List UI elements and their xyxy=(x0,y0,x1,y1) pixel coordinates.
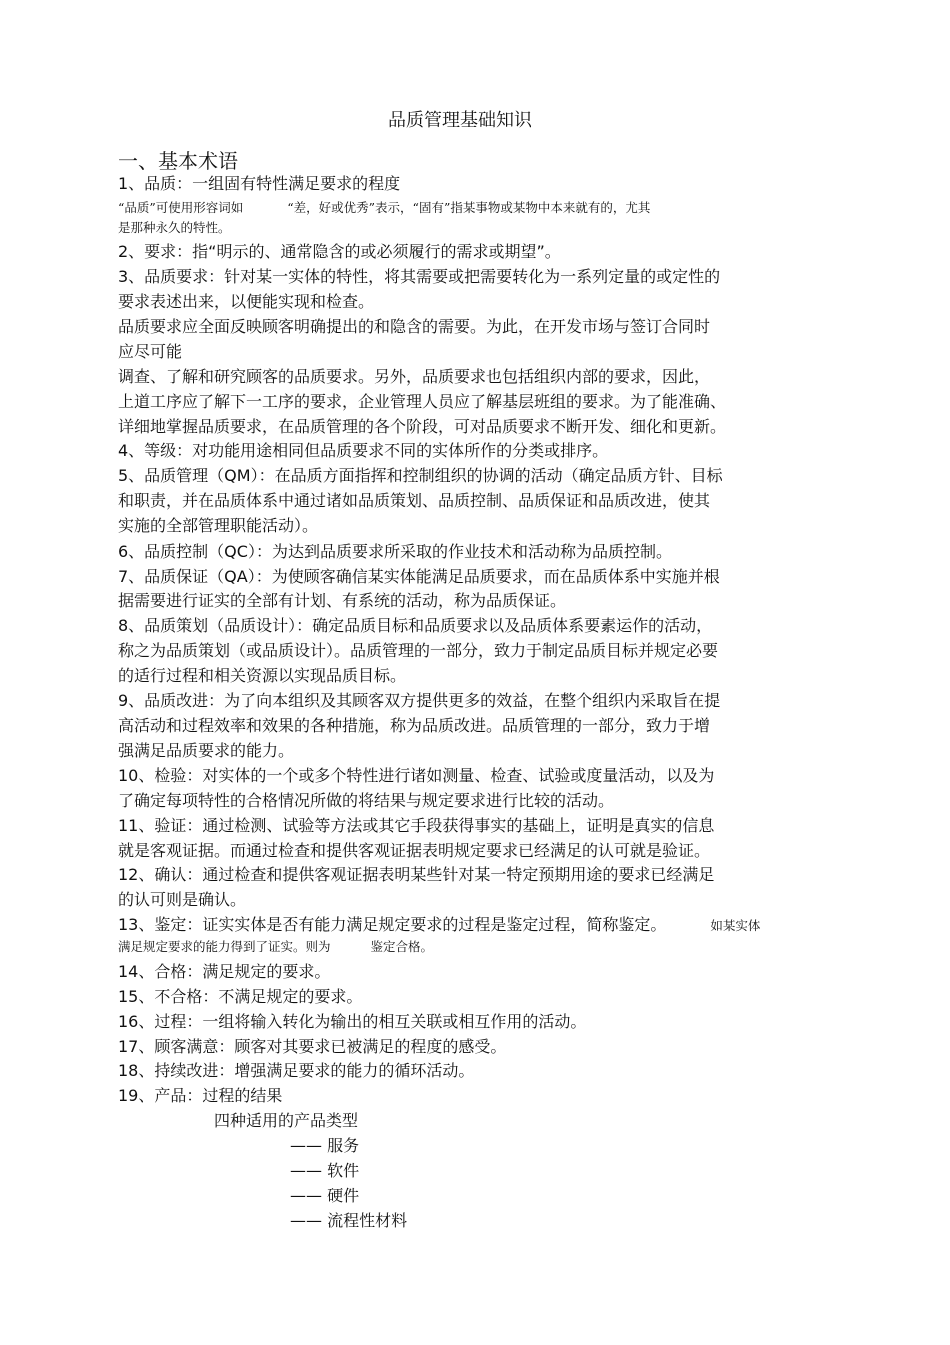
term-5-line-3: 实施的全部管理职能活动）。 xyxy=(118,516,319,535)
term-3-line-1: 3、品质要求：针对某一实体的特性，将其需要或把需要转化为一系列定量的或定性的 xyxy=(118,267,721,286)
term-1-note-part-2: “差，好或优秀”表示，“固有”指某事物或某物中本来就有的，尤其 xyxy=(287,200,651,215)
term-13-tail: 如某实体 xyxy=(710,918,761,933)
product-type-item: —— 服务 xyxy=(290,1136,360,1155)
term-12-line-1: 12、确认：通过检查和提供客观证据表明某些针对某一特定预期用途的要求已经满足 xyxy=(118,865,715,884)
term-13-main: 13、鉴定：证实实体是否有能力满足规定要求的过程是鉴定过程，简称鉴定。 xyxy=(118,915,667,934)
section-heading: 一、基本术语 xyxy=(118,149,238,173)
term-13-line-1 xyxy=(118,915,760,936)
term-19: 19、产品：过程的结果 xyxy=(118,1086,283,1105)
term-8-line-2: 称之为品质策划（或品质设计）。品质管理的一部分，致力于制定品质目标并规定必要 xyxy=(118,641,719,660)
term-11-line-2: 就是客观证据。而通过检查和提供客观证据表明规定要求已经满足的认可就是验证。 xyxy=(118,841,711,860)
term-1-note-line-2: 是那种永久的特性。 xyxy=(118,220,231,235)
term-1-note-line-1 xyxy=(118,198,650,218)
term-16: 16、过程：一组将输入转化为输出的相互关联或相互作用的活动。 xyxy=(118,1012,587,1031)
term-10-line-2: 了确定每项特性的合格情况所做的将结果与规定要求进行比较的活动。 xyxy=(118,791,615,810)
product-type-item: —— 硬件 xyxy=(290,1186,360,1205)
product-type-item: —— 流程性材料 xyxy=(290,1211,408,1230)
page-title: 品质管理基础知识 xyxy=(388,110,532,131)
term-13-line-2 xyxy=(118,937,433,957)
term-11-line-1: 11、验证：通过检测、试验等方法或其它手段获得事实的基础上，证明是真实的信息 xyxy=(118,816,715,835)
term-18: 18、持续改进：增强满足要求的能力的循环活动。 xyxy=(118,1061,475,1080)
term-3-para-line-2: 应尽可能 xyxy=(118,342,183,361)
term-3-para-line-3: 调查、了解和研究顾客的品质要求。另外，品质要求也包括组织内部的要求，因此， xyxy=(118,367,711,386)
term-3-line-2: 要求表述出来，以便能实现和检查。 xyxy=(118,292,375,311)
term-9-line-2: 高活动和过程效率和效果的各种措施，称为品质改进。品质管理的一部分，致力于增 xyxy=(118,716,711,735)
term-9-line-3: 强满足品质要求的能力。 xyxy=(118,741,295,760)
term-7-line-2: 据需要进行证实的全部有计划、有系统的活动，称为品质保证。 xyxy=(118,591,567,610)
term-7-line-1: 7、品质保证（QA）：为使顾客确信某实体能满足品质要求，而在品质体系中实施并根 xyxy=(118,567,720,586)
term-1: 1、品质：一组固有特性满足要求的程度 xyxy=(118,174,401,193)
term-9-line-1: 9、品质改进：为了向本组织及其顾客双方提供更多的效益，在整个组织内采取旨在提 xyxy=(118,691,721,710)
product-types-heading: 四种适用的产品类型 xyxy=(214,1111,359,1130)
term-17: 17、顾客满意：顾客对其要求已被满足的程度的感受。 xyxy=(118,1037,507,1056)
term-13-note-part-2: 鉴定合格。 xyxy=(370,939,434,954)
term-12-line-2: 的认可则是确认。 xyxy=(118,890,247,909)
term-14: 14、合格：满足规定的要求。 xyxy=(118,962,331,981)
term-3-para-line-4: 上道工序应了解下一工序的要求，企业管理人员应了解基层班组的要求。为了能准确、 xyxy=(118,392,727,411)
term-2: 2、要求：指“明示的、通常隐含的或必须履行的需求或期望”。 xyxy=(118,242,561,261)
term-3-para-line-1: 品质要求应全面反映顾客明确提出的和隐含的需要。为此，在开发市场与签订合同时 xyxy=(118,317,711,336)
term-4: 4、等级：对功能用途相同但品质要求不同的实体所作的分类或排序。 xyxy=(118,441,609,460)
term-13-note-part-1: 满足规定要求的能力得到了证实。则为 xyxy=(118,939,331,954)
term-8-line-1: 8、品质策划（品质设计）：确定品质目标和品质要求以及品质体系要素运作的活动， xyxy=(118,616,713,635)
term-6: 6、品质控制（QC）：为达到品质要求所采取的作业技术和活动称为品质控制。 xyxy=(118,542,672,561)
term-15: 15、不合格：不满足规定的要求。 xyxy=(118,987,363,1006)
term-1-note-part-1: “品质”可使用形容词如 xyxy=(118,200,244,215)
term-10-line-1: 10、检验：对实体的一个或多个特性进行诸如测量、检查、试验或度量活动，以及为 xyxy=(118,766,715,785)
term-8-line-3: 的适行过程和相关资源以实现品质目标。 xyxy=(118,666,407,685)
term-5-line-2: 和职责，并在品质体系中通过诸如品质策划、品质控制、品质保证和品质改进，使其 xyxy=(118,491,711,510)
product-type-item: —— 软件 xyxy=(290,1161,360,1180)
term-3-para-line-5: 详细地掌握品质要求，在品质管理的各个阶段，可对品质要求不断开发、细化和更新。 xyxy=(118,417,727,436)
term-5-line-1: 5、品质管理（QM）：在品质方面指挥和控制组织的协调的活动（确定品质方针、目标 xyxy=(118,466,723,485)
